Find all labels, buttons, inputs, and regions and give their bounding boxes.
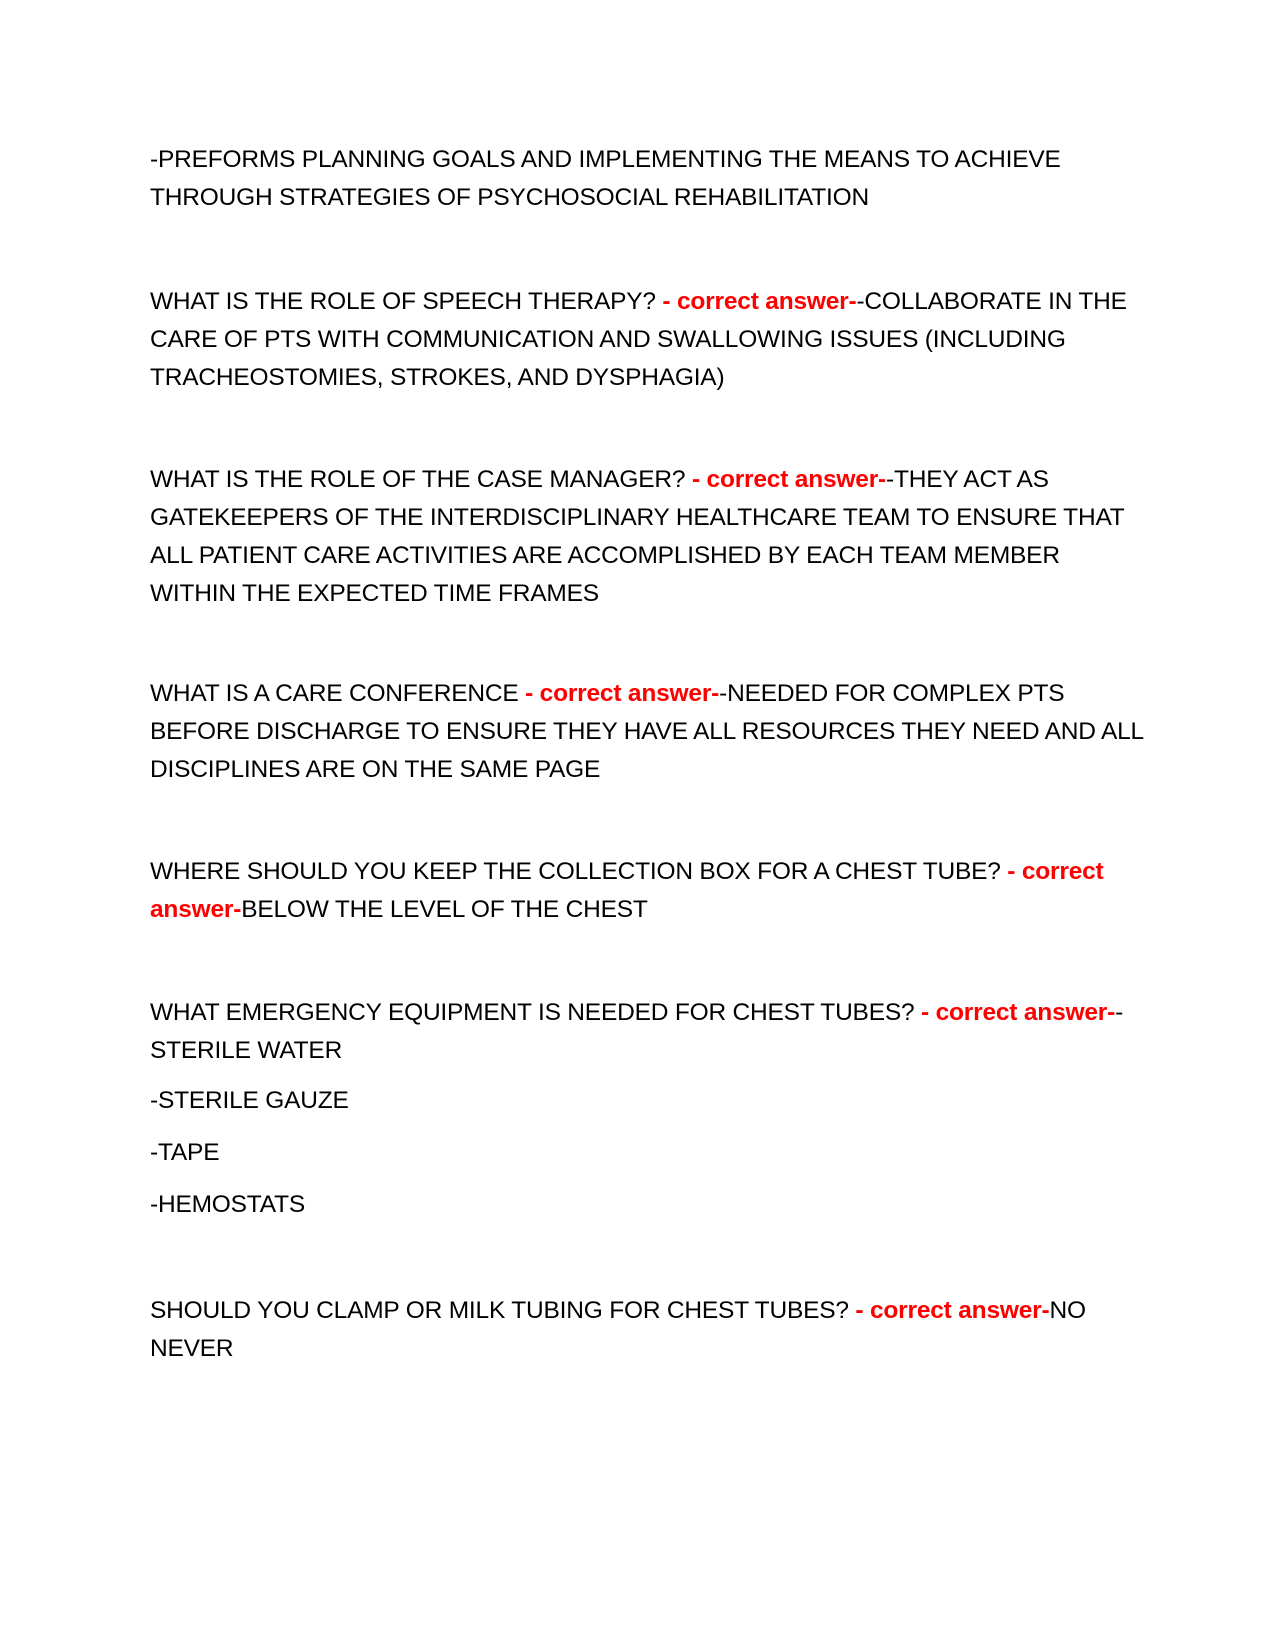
text-line: GATEKEEPERS OF THE INTERDISCIPLINARY HEALTHCARE TEAM TO ENSURE THAT <box>150 504 1125 531</box>
correct-answer-marker: - correct answer- <box>662 288 857 315</box>
question-text: WHAT IS THE ROLE OF SPEECH THERAPY? <box>150 288 663 315</box>
correct-answer-marker: answer- <box>150 896 242 923</box>
qa-care-conference <box>150 675 1144 789</box>
text-line: -PREFORMS PLANNING GOALS AND IMPLEMENTING THE MEANS TO ACHIEVE <box>150 146 1061 173</box>
qa-collection-box <box>150 853 1135 929</box>
list-item: -HEMOSTATS <box>150 1191 305 1218</box>
text-line: CARE OF PTS WITH COMMUNICATION AND SWALLOWING ISSUES (INCLUDING <box>150 326 1066 353</box>
question-line <box>150 1292 1135 1330</box>
answer-text: -COLLABORATE IN THE <box>856 288 1127 315</box>
question-text: WHAT EMERGENCY EQUIPMENT IS NEEDED FOR CHEST TUBES? <box>150 999 922 1026</box>
question-text: WHAT IS A CARE CONFERENCE <box>150 680 526 707</box>
question-text: WHAT IS THE ROLE OF THE CASE MANAGER? <box>150 466 692 493</box>
question-line <box>150 675 1135 713</box>
correct-answer-marker: - correct answer- <box>525 680 720 707</box>
text-line: BEFORE DISCHARGE TO ENSURE THEY HAVE ALL RESOURCES THEY NEED AND ALL <box>150 718 1144 745</box>
correct-answer-marker: - correct <box>1007 858 1104 885</box>
list-item: -STERILE GAUZE <box>150 1087 349 1114</box>
question-text: WHERE SHOULD YOU KEEP THE COLLECTION BOX FOR A CHEST TUBE? <box>150 858 1008 885</box>
answer-text: BELOW THE LEVEL OF THE CHEST <box>241 896 648 923</box>
correct-answer-marker: - correct answer- <box>921 999 1116 1026</box>
text-line: TRACHEOSTOMIES, STROKES, AND DYSPHAGIA) <box>150 364 725 391</box>
text-line: ALL PATIENT CARE ACTIVITIES ARE ACCOMPLISHED BY EACH TEAM MEMBER <box>150 542 1060 569</box>
question-text: SHOULD YOU CLAMP OR MILK TUBING FOR CHEST TUBES? <box>150 1297 856 1324</box>
qa-case-manager <box>150 461 1135 613</box>
question-line <box>150 853 1135 891</box>
text-line: STERILE WATER <box>150 1037 343 1064</box>
text-line: NEVER <box>150 1335 234 1362</box>
text-line: THROUGH STRATEGIES OF PSYCHOSOCIAL REHABILITATION <box>150 184 869 211</box>
question-line <box>150 994 1135 1032</box>
answer-text: - <box>1115 999 1124 1026</box>
text-line: WITHIN THE EXPECTED TIME FRAMES <box>150 580 599 607</box>
answer-text: -THEY ACT AS <box>886 466 1049 493</box>
text-line: DISCIPLINES ARE ON THE SAME PAGE <box>150 756 601 783</box>
document-page <box>150 0 1144 1650</box>
answer-line <box>150 891 1135 929</box>
answer-text: NO <box>1049 1297 1086 1324</box>
qa-clamp-tubing <box>150 1292 1135 1368</box>
qa-speech-therapy <box>150 283 1135 397</box>
answer-text: -NEEDED FOR COMPLEX PTS <box>719 680 1065 707</box>
qa-emergency-equipment <box>150 994 1135 1070</box>
answer-continuation <box>150 141 1135 217</box>
correct-answer-marker: - correct answer- <box>691 466 886 493</box>
correct-answer-marker: - correct answer- <box>855 1297 1050 1324</box>
question-line <box>150 461 1135 499</box>
question-line <box>150 283 1135 321</box>
list-item: -TAPE <box>150 1139 220 1166</box>
